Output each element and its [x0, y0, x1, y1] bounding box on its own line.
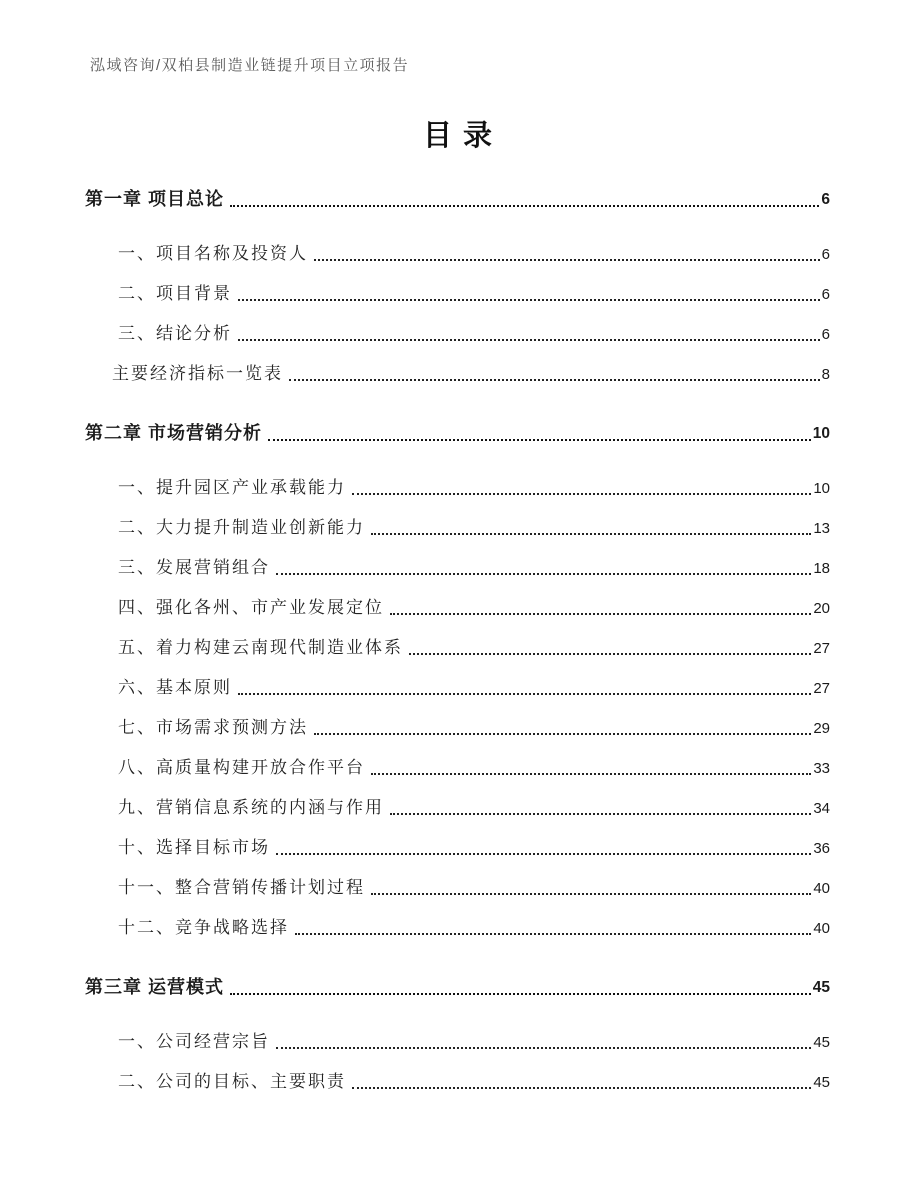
item-label: 一、公司经营宗旨 — [118, 1032, 270, 1052]
toc-item-row[interactable] — [85, 904, 830, 944]
toc-chapter-row[interactable] — [85, 176, 830, 216]
table-of-contents — [85, 176, 830, 1098]
dot-leader — [352, 493, 811, 495]
item-label: 十一、整合营销传播计划过程 — [118, 878, 365, 898]
item-label: 二、公司的目标、主要职责 — [118, 1072, 346, 1092]
chapter-label: 第三章 运营模式 — [85, 977, 225, 998]
dot-leader — [314, 733, 811, 735]
page-title: 目录 — [422, 120, 503, 152]
toc-item-row[interactable] — [85, 350, 830, 390]
item-label: 十、选择目标市场 — [118, 838, 270, 858]
toc-item-row[interactable] — [85, 504, 830, 544]
dot-leader — [352, 1087, 811, 1089]
item-page-number: 8 — [821, 366, 830, 383]
item-label: 二、项目背景 — [118, 284, 232, 304]
toc-item-row[interactable] — [85, 784, 830, 824]
item-label: 四、强化各州、市产业发展定位 — [118, 598, 384, 618]
item-page-number: 33 — [813, 760, 830, 777]
item-label: 七、市场需求预测方法 — [118, 718, 308, 738]
item-label: 二、大力提升制造业创新能力 — [118, 518, 365, 538]
chapter-page-number: 6 — [821, 191, 830, 209]
toc-item-row[interactable] — [85, 310, 830, 350]
toc-chapter-row[interactable] — [85, 410, 830, 450]
item-page-number: 27 — [813, 680, 830, 697]
item-page-number: 10 — [813, 480, 830, 497]
dot-leader — [289, 379, 820, 381]
toc-item-row[interactable] — [85, 824, 830, 864]
chapter-label: 第二章 市场营销分析 — [85, 423, 263, 444]
dot-leader — [314, 259, 820, 261]
item-page-number: 6 — [821, 286, 830, 303]
dot-leader — [390, 613, 811, 615]
toc-item-row[interactable] — [85, 270, 830, 310]
chapter-page-number: 45 — [812, 979, 830, 997]
item-label: 十二、竞争战略选择 — [118, 918, 289, 938]
running-header: 泓域咨询/双柏县制造业链提升项目立项报告 — [90, 57, 410, 74]
toc-item-row[interactable] — [85, 624, 830, 664]
dot-leader — [238, 339, 820, 341]
toc-item-row[interactable] — [85, 704, 830, 744]
item-label: 三、结论分析 — [118, 324, 232, 344]
dot-leader — [371, 773, 811, 775]
toc-item-row[interactable] — [85, 744, 830, 784]
item-page-number: 20 — [813, 600, 830, 617]
item-page-number: 40 — [813, 920, 830, 937]
toc-item-row[interactable] — [85, 864, 830, 904]
item-page-number: 27 — [813, 640, 830, 657]
item-label: 五、着力构建云南现代制造业体系 — [118, 638, 403, 658]
toc-item-row[interactable] — [85, 544, 830, 584]
dot-leader — [238, 693, 811, 695]
item-page-number: 40 — [813, 880, 830, 897]
item-page-number: 36 — [813, 840, 830, 857]
toc-item-row[interactable] — [85, 230, 830, 270]
item-page-number: 45 — [813, 1074, 830, 1091]
toc-item-row[interactable] — [85, 584, 830, 624]
dot-leader — [295, 933, 811, 935]
toc-item-row[interactable] — [85, 464, 830, 504]
item-label: 六、基本原则 — [118, 678, 232, 698]
chapter-page-number: 10 — [812, 425, 830, 443]
item-page-number: 6 — [821, 326, 830, 343]
item-label: 一、项目名称及投资人 — [118, 244, 308, 264]
dot-leader — [238, 299, 820, 301]
dot-leader — [268, 439, 811, 441]
dot-leader — [276, 1047, 811, 1049]
item-label: 九、营销信息系统的内涵与作用 — [118, 798, 384, 818]
dot-leader — [230, 205, 819, 207]
item-page-number: 13 — [813, 520, 830, 537]
item-page-number: 45 — [813, 1034, 830, 1051]
item-label: 一、提升园区产业承载能力 — [118, 478, 346, 498]
item-page-number: 29 — [813, 720, 830, 737]
item-page-number: 18 — [813, 560, 830, 577]
dot-leader — [371, 893, 811, 895]
dot-leader — [276, 573, 811, 575]
dot-leader — [276, 853, 811, 855]
dot-leader — [390, 813, 811, 815]
dot-leader — [230, 993, 811, 995]
item-label: 三、发展营销组合 — [118, 558, 270, 578]
item-label: 主要经济指标一览表 — [112, 364, 283, 384]
item-page-number: 34 — [813, 800, 830, 817]
dot-leader — [371, 533, 811, 535]
item-page-number: 6 — [821, 246, 830, 263]
item-label: 八、高质量构建开放合作平台 — [118, 758, 365, 778]
toc-chapter-row[interactable] — [85, 964, 830, 1004]
toc-item-row[interactable] — [85, 1058, 830, 1098]
chapter-label: 第一章 项目总论 — [85, 189, 225, 210]
dot-leader — [409, 653, 811, 655]
toc-item-row[interactable] — [85, 664, 830, 704]
toc-item-row[interactable] — [85, 1018, 830, 1058]
